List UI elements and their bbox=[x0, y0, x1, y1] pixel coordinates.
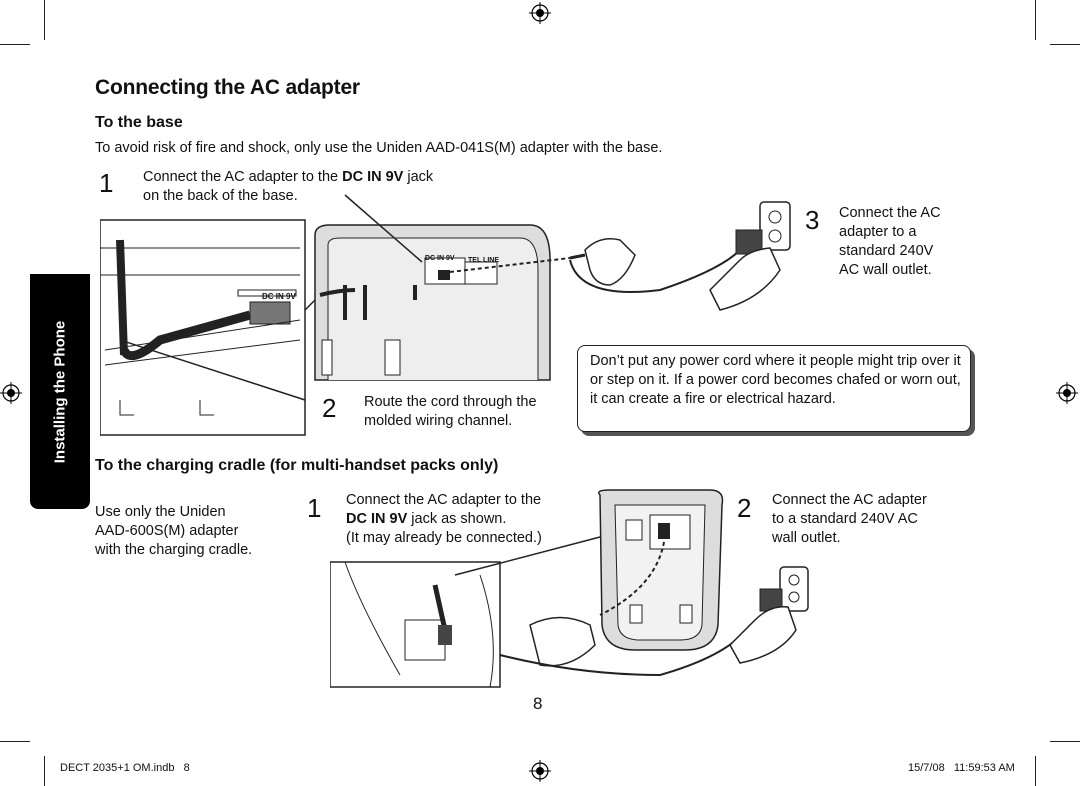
footer-right: 15/7/08 11:59:53 AM bbox=[908, 762, 1015, 774]
cradle-note-line: AAD-600S(M) adapter bbox=[95, 523, 239, 539]
wall-outlet bbox=[780, 567, 808, 611]
jack-label-tel: TEL LINE bbox=[468, 257, 499, 264]
base-step3-line: Connect the AC bbox=[839, 205, 941, 221]
dc-in-label: DC IN 9V bbox=[342, 169, 404, 185]
base-step3-line: adapter to a bbox=[839, 224, 917, 240]
base-step3-number: 3 bbox=[805, 205, 820, 235]
page-number: 8 bbox=[533, 694, 543, 713]
registration-mark-icon bbox=[0, 382, 22, 404]
base-step3-line: standard 240V bbox=[839, 243, 934, 259]
base-step2-number: 2 bbox=[322, 393, 337, 423]
base-step1-number: 1 bbox=[99, 168, 114, 198]
closeup-jack-label: DC IN 9V bbox=[262, 292, 296, 301]
crop-mark bbox=[44, 0, 45, 40]
page-title: Connecting the AC adapter bbox=[95, 76, 360, 99]
crop-mark bbox=[1035, 0, 1036, 40]
cradle-step1-line: (It may already be connected.) bbox=[346, 530, 542, 546]
base-step3-text bbox=[839, 204, 941, 280]
warning-box bbox=[577, 345, 971, 432]
cradle-step2-number: 2 bbox=[737, 493, 752, 523]
crop-mark bbox=[1035, 756, 1036, 786]
cradle-step1-number: 1 bbox=[307, 493, 322, 523]
side-tab bbox=[30, 274, 90, 509]
crop-mark bbox=[1050, 741, 1080, 742]
crop-mark bbox=[44, 756, 45, 786]
jack-label-dc: DC IN 9V bbox=[425, 255, 455, 262]
hand-icon bbox=[530, 618, 595, 666]
warning-text: Don’t put any power cord where it people might trip over it or step on it. If a power cord becomes chafed or worn out, it can create a fire or electrical hazard. bbox=[590, 353, 961, 407]
base-step2-text bbox=[364, 393, 537, 431]
registration-mark-icon bbox=[1056, 382, 1078, 404]
base-step1-text-a: Connect the AC adapter to the bbox=[143, 169, 343, 185]
cradle-note bbox=[95, 503, 252, 560]
cradle-note-line: Use only the Uniden bbox=[95, 504, 226, 520]
base-step1-text-c: on the back of the base. bbox=[143, 188, 298, 204]
crop-mark bbox=[0, 741, 30, 742]
cradle-step2-line: to a standard 240V AC bbox=[772, 511, 918, 527]
cradle-heading: To the charging cradle (for multi-handset packs only) bbox=[95, 457, 499, 474]
hand-icon bbox=[730, 607, 796, 663]
base-step2-line: Route the cord through the bbox=[364, 394, 537, 410]
base-intro: To avoid risk of fire and shock, only use the Uniden AAD-041S(M) adapter with the base. bbox=[95, 140, 663, 156]
hand-icon bbox=[710, 248, 780, 310]
cradle-step1-line: Connect the AC adapter to the bbox=[346, 492, 542, 508]
cradle-step2-line: wall outlet. bbox=[772, 530, 841, 546]
hand-icon bbox=[585, 239, 635, 285]
cradle-step2-line: Connect the AC adapter bbox=[772, 492, 927, 508]
footer-left: DECT 2035+1 OM.indb 8 bbox=[60, 762, 190, 774]
registration-mark-icon bbox=[529, 2, 551, 24]
wall-outlet bbox=[760, 202, 790, 250]
base-step3-line: AC wall outlet. bbox=[839, 262, 932, 278]
crop-mark bbox=[0, 44, 30, 45]
base-heading: To the base bbox=[95, 114, 183, 131]
side-tab-label: Installing the Phone bbox=[51, 320, 69, 463]
crop-mark bbox=[1050, 44, 1080, 45]
cradle-note-line: with the charging cradle. bbox=[95, 542, 253, 558]
cradle-illustration bbox=[330, 485, 810, 695]
cradle-step1-text-b: jack as shown. bbox=[407, 511, 507, 527]
registration-mark-icon bbox=[529, 760, 551, 782]
base-step2-line: molded wiring channel. bbox=[364, 413, 513, 429]
dc-in-label: DC IN 9V bbox=[346, 511, 408, 527]
base-step1-text-b: jack bbox=[403, 169, 434, 185]
